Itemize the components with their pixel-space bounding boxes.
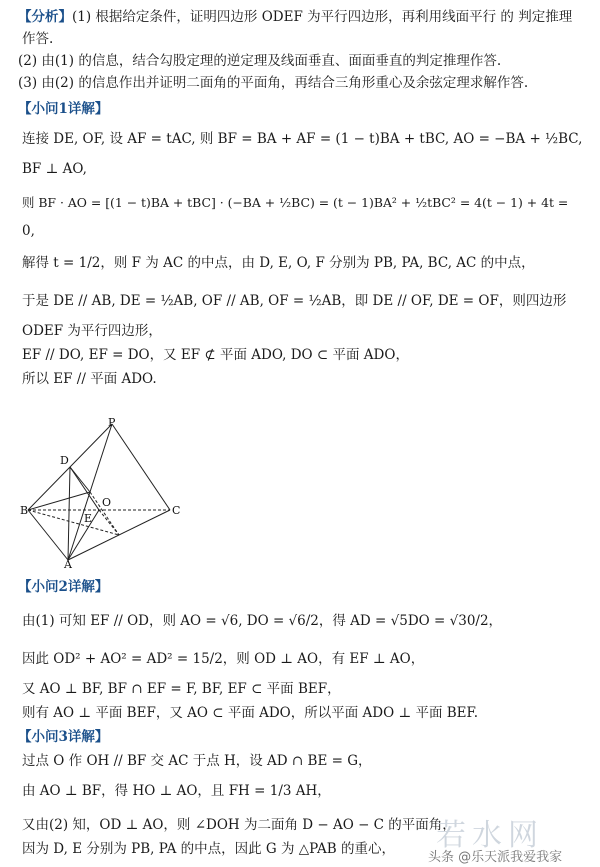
seg-do bbox=[70, 467, 99, 510]
analysis-line-1b: 作答. bbox=[22, 31, 54, 47]
label-e: E bbox=[84, 512, 93, 525]
author-credit: 头条 @乐天派我爱我家 bbox=[428, 850, 563, 865]
q3-line-1: 过点 O 作 OH // BF 交 AC 于点 H，设 AD ∩ BE = G， bbox=[22, 753, 372, 769]
q1-line-8: 所以 EF // 平面 ADO. bbox=[22, 371, 157, 387]
q1-line-1b: BF = BA + AF = (1 − t)BA + tBC, AO = −BA + ½BC, bbox=[217, 131, 583, 147]
label-p: P bbox=[108, 418, 116, 429]
analysis-tag: 【分析】 bbox=[18, 9, 72, 25]
q1-line-3: 则 BF · AO = [(1 − t)BA + tBC] · (−BA + ½BC) = (t − 1)BA² + ½tBC² = 4(t − 1) + 4t = bbox=[22, 195, 569, 210]
site-watermark: 若水网 bbox=[436, 818, 544, 853]
q1-line-1 bbox=[22, 130, 592, 148]
label-c: C bbox=[172, 504, 181, 517]
seg-of bbox=[99, 510, 119, 535]
edge-ab bbox=[28, 510, 68, 560]
analysis-text-1: (1) 根据给定条件，证明四边形 ODEF 为平行四边形，再利用线面平行 的 判定推理 bbox=[72, 9, 573, 25]
q1-line-4: 解得 t = 1/2，则 F 为 AC 的中点，由 D, E, O, F 分别为 PB, PA, BC, AC 的中点， bbox=[22, 255, 535, 271]
q2-line-2: 因此 OD² + AO² = AD² = 15/2，则 OD ⊥ AO，有 EF ⊥ AO， bbox=[22, 651, 425, 667]
q1-line-6: ODEF 为平行四边形， bbox=[22, 323, 162, 339]
edge-pc bbox=[112, 424, 170, 510]
q1-line-2: BF ⊥ AO, bbox=[22, 161, 87, 177]
label-d: D bbox=[60, 454, 69, 467]
q3-line-3: 又由(2) 知，OD ⊥ AO，则 ∠DOH 为二面角 D − AO − C 的平面角， bbox=[22, 817, 456, 833]
q3-line-4: 因为 D, E 分别为 PB, PA 的中点，因此 G 为 △PAB 的重心， bbox=[22, 841, 395, 857]
q2-line-3: 又 AO ⊥ BF, BF ∩ EF = F, BF, EF ⊂ 平面 BEF， bbox=[22, 681, 341, 697]
q3-tag: 【小问3详解】 bbox=[18, 729, 109, 745]
q1-tag: 【小问1详解】 bbox=[18, 101, 109, 117]
q1-line-7: EF // DO, EF = DO，又 EF ⊄ 平面 ADO, DO ⊂ 平面 ADO， bbox=[22, 347, 409, 363]
analysis-line-2: (2) 由(1) 的信息，结合勾股定理的逆定理及线面垂直、面面垂直的判定推理作答. bbox=[18, 53, 502, 69]
label-o: O bbox=[102, 496, 112, 509]
analysis-line-1 bbox=[18, 8, 592, 26]
q2-line-4: 则有 AO ⊥ 平面 BEF，又 AO ⊂ 平面 ADO，所以平面 ADO ⊥ 平面 BEF. bbox=[22, 705, 479, 721]
q1-line-5: 于是 DE // AB, DE = ½AB, OF // AB, OF = ½AB，即 DE // OF, DE = OF，则四边形 bbox=[22, 293, 567, 309]
q1-line-1a: 连接 DE, OF, 设 AF = tAC, 则 bbox=[22, 131, 218, 147]
seg-ad bbox=[68, 467, 70, 560]
q1-line-3b: 0, bbox=[22, 223, 35, 239]
label-b: B bbox=[20, 504, 29, 517]
q2-tag: 【小问2详解】 bbox=[18, 579, 109, 595]
q2-line-1: 由(1) 可知 EF // OD，则 AO = √6, DO = √6/2，得 AD = √5DO = √30/2， bbox=[22, 613, 503, 629]
seg-bf bbox=[28, 510, 119, 535]
pyramid-figure bbox=[20, 418, 190, 568]
analysis-line-3: (3) 由(2) 的信息作出并证明二面角的平面角，再结合三角形重心及余弦定理求解作答. bbox=[18, 75, 529, 91]
q3-line-2: 由 AO ⊥ BF，得 HO ⊥ AO，且 FH = 1/3 AH， bbox=[22, 783, 331, 799]
seg-de bbox=[70, 467, 90, 492]
label-a: A bbox=[64, 558, 72, 568]
